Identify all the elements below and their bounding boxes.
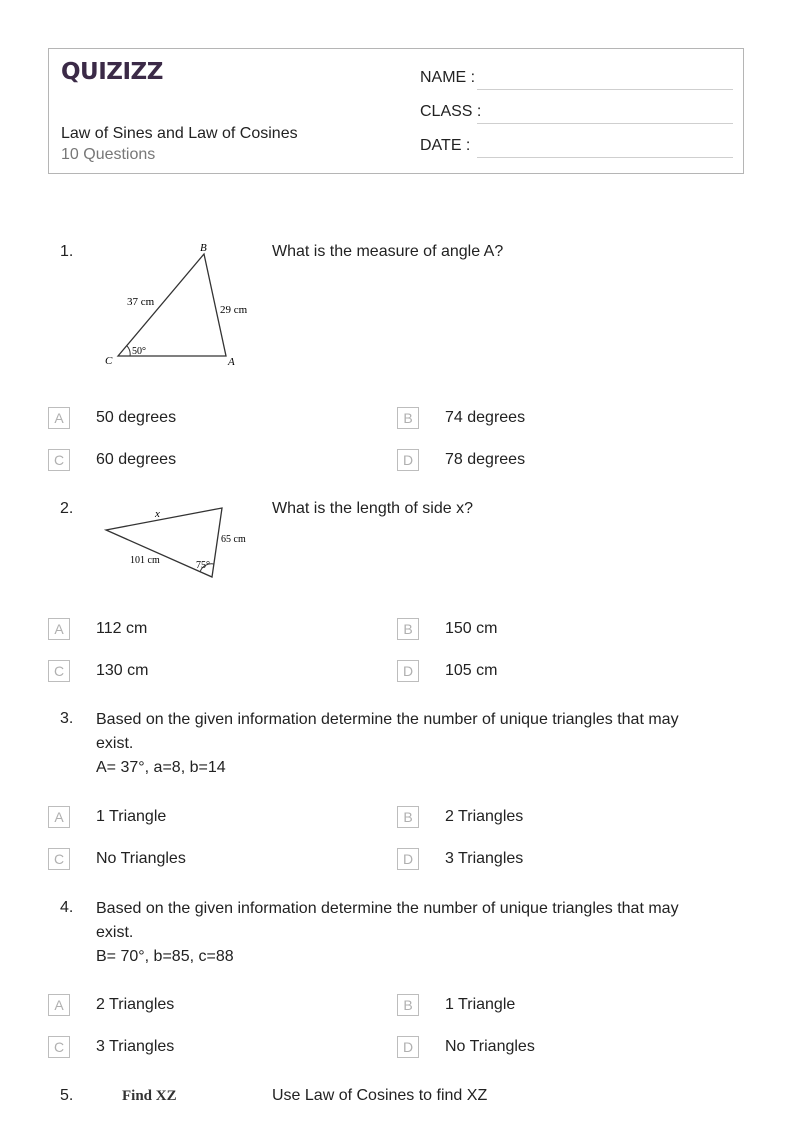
question-text — [96, 897, 736, 969]
option-c-text: 60 degrees — [96, 451, 177, 468]
question-number: 4. — [60, 899, 74, 916]
question-text-line: Based on the given information determine the number of unique triangles that may — [96, 900, 679, 917]
option-c-text: 130 cm — [96, 662, 149, 679]
option-c-text: No Triangles — [96, 850, 186, 867]
option-a-box[interactable]: A — [48, 806, 70, 828]
side-right-label: 65 cm — [221, 534, 246, 545]
triangle-figure-q2 — [100, 500, 260, 584]
option-a-box[interactable]: A — [48, 994, 70, 1016]
angle-label: 75° — [196, 560, 210, 571]
question-text: Use Law of Cosines to find XZ — [272, 1087, 488, 1104]
side-x-label: x — [155, 508, 160, 520]
vertex-c-label: C — [105, 355, 113, 367]
option-b-text: 2 Triangles — [445, 808, 524, 825]
figure-caption: Find XZ — [122, 1088, 177, 1104]
question-text: What is the length of side x? — [272, 500, 473, 517]
option-a-text: 112 cm — [96, 620, 148, 637]
option-b-box[interactable]: B — [397, 806, 419, 828]
date-field[interactable] — [477, 157, 733, 158]
question-text-line: exist. — [96, 735, 134, 752]
option-d-text: 105 cm — [445, 662, 498, 679]
option-d-text: 3 Triangles — [445, 850, 524, 867]
option-d-box[interactable]: D — [397, 1036, 419, 1058]
question-text: What is the measure of angle A? — [272, 243, 504, 260]
option-a-text: 1 Triangle — [96, 808, 167, 825]
worksheet-header — [48, 48, 744, 174]
option-b-box[interactable]: B — [397, 994, 419, 1016]
option-d-box[interactable]: D — [397, 449, 419, 471]
name-label: NAME : — [420, 69, 476, 86]
option-c-box[interactable]: C — [48, 449, 70, 471]
option-d-text: No Triangles — [445, 1038, 535, 1055]
question-number: 1. — [60, 243, 74, 260]
side-bottom-label: 101 cm — [130, 555, 160, 566]
option-d-text: 78 degrees — [445, 451, 526, 468]
question-text-line: Based on the given information determine the number of unique triangles that may — [96, 711, 679, 728]
question-text-line: exist. — [96, 924, 134, 941]
option-a-text: 2 Triangles — [96, 996, 175, 1013]
option-c-box[interactable]: C — [48, 1036, 70, 1058]
triangle-figure-q1 — [100, 238, 260, 370]
vertex-a-label: A — [228, 356, 235, 368]
option-d-box[interactable]: D — [397, 660, 419, 682]
option-d-box[interactable]: D — [397, 848, 419, 870]
quizizz-logo: QUIZIZZ — [61, 59, 163, 85]
option-a-box[interactable]: A — [48, 618, 70, 640]
option-b-text: 1 Triangle — [445, 996, 516, 1013]
question-text — [96, 708, 736, 780]
question-number: 3. — [60, 710, 74, 727]
option-c-box[interactable]: C — [48, 660, 70, 682]
option-b-text: 150 cm — [445, 620, 498, 637]
option-b-box[interactable]: B — [397, 407, 419, 429]
vertex-b-label: B — [200, 242, 207, 254]
option-b-text: 74 degrees — [445, 409, 526, 426]
date-label: DATE : — [420, 137, 471, 154]
angle-c-label: 50° — [132, 346, 146, 357]
worksheet-title: Law of Sines and Law of Cosines — [61, 125, 298, 142]
option-a-text: 50 degrees — [96, 409, 177, 426]
question-number: 2. — [60, 500, 74, 517]
question-number: 5. — [60, 1087, 74, 1104]
option-b-box[interactable]: B — [397, 618, 419, 640]
option-a-box[interactable]: A — [48, 407, 70, 429]
name-field[interactable] — [477, 89, 733, 90]
class-field[interactable] — [477, 123, 733, 124]
option-c-text: 3 Triangles — [96, 1038, 175, 1055]
side-cb-label: 37 cm — [127, 296, 155, 308]
side-ba-label: 29 cm — [220, 304, 248, 316]
question-given-values: A= 37°, a=8, b=14 — [96, 759, 226, 776]
option-c-box[interactable]: C — [48, 848, 70, 870]
question-count: 10 Questions — [61, 146, 156, 163]
question-given-values: B= 70°, b=85, c=88 — [96, 948, 234, 965]
class-label: CLASS : — [420, 103, 482, 120]
